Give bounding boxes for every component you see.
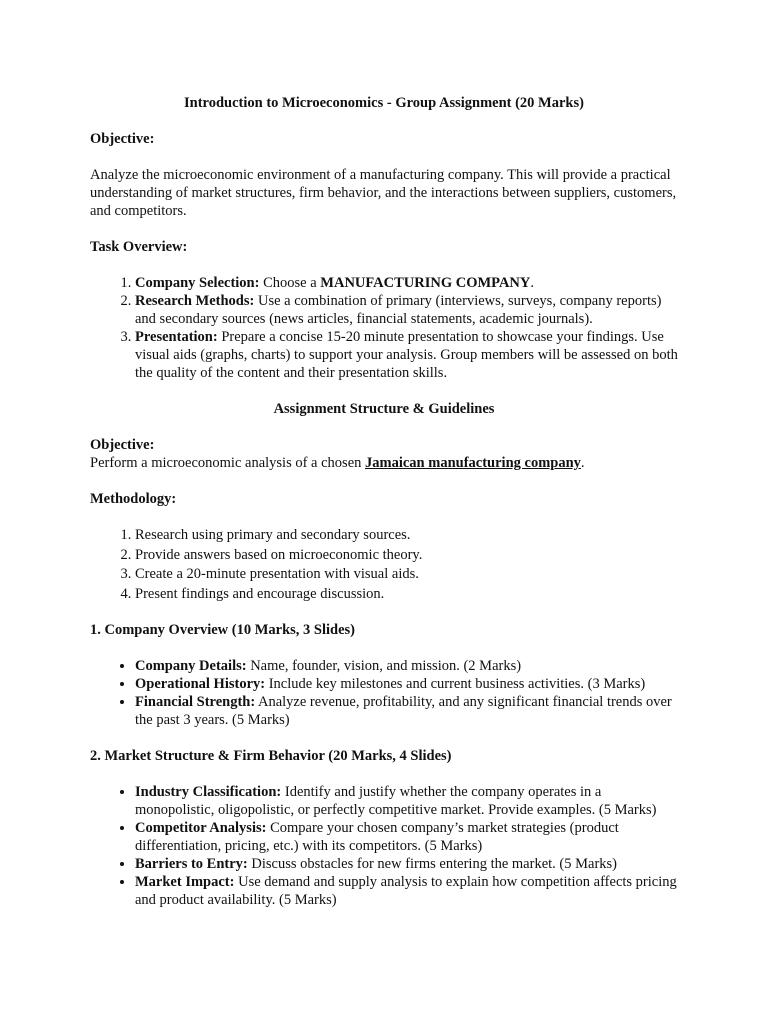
methodology-heading: Methodology: [90,491,177,507]
objective2-text-end: . [580,455,585,471]
item-label: Barriers to Entry: [135,855,248,872]
section1-heading: 1. Company Overview (10 Marks, 3 Slides) [90,621,356,638]
section2-item-industry-classification [135,783,678,819]
item-text: Use demand and supply analysis to explain how competition affects pricing and product availability. (5 Marks) [135,873,677,908]
item-text: Compare your chosen company’s market strategies (product differentiation, pricing, etc.) with its competitors. (5 Marks) [135,819,619,854]
task-text-end: . [530,275,534,291]
task-label: Presentation: [135,329,218,345]
document-title: Introduction to Microeconomics - Group Assignment (20 Marks) [184,95,584,111]
item-label: Competitor Analysis: [135,819,267,836]
section2-item-barriers-to-entry [135,855,678,873]
task-item-research-methods [135,292,678,328]
task-text: Prepare a concise 15-20 minute presentation to showcase your findings. Use visual aids (graphs, charts) to support your analysis. Group members will be assessed on both the quality of the content and their presentation skills. [135,329,678,381]
methodology-item: 4. Present findings and encourage discussion. [135,585,678,603]
item-text: Analyze revenue, profitability, and any significant financial trends over the past 3 years. (5 Marks) [135,693,672,728]
item-label: Market Impact: [135,873,235,890]
structure-heading: Assignment Structure & Guidelines [273,401,495,417]
task-label: Company Selection: [135,275,260,291]
item-label: Financial Strength: [135,693,256,710]
objective2-heading: Objective: [90,437,155,453]
task-text: Choose a [259,275,321,291]
task-text: Use a combination of primary (interviews, surveys, company reports) and secondary sources (news articles, financial statements, academic journals). [135,293,662,327]
methodology-item: 1. Research using primary and secondary sources. [135,526,678,544]
task-list [90,274,678,382]
item-text: Discuss obstacles for new firms entering the market. (5 Marks) [247,855,617,872]
objective-heading: Objective: [90,131,155,147]
objective-text: Analyze the microeconomic environment of a manufacturing company. This will provide a practical understanding of market structures, firm behavior, and the interactions between suppliers, customers, and competitors. [90,167,677,219]
objective2-text [90,454,678,472]
item-label: Industry Classification: [135,783,282,800]
section1-item-financial-strength [135,693,678,729]
task-emphasis: MANUFACTURING COMPANY [320,275,531,291]
item-text: Include key milestones and current business activities. (3 Marks) [265,675,646,692]
item-text: Name, founder, vision, and mission. (2 Marks) [246,657,522,674]
item-text: Identify and justify whether the company operates in a monopolistic, oligopolistic, or perfectly competitive market. Provide examples. (5 Marks) [135,783,657,818]
methodology-list [90,526,678,603]
section1-list [90,657,678,729]
item-label: Operational History: [135,675,266,692]
objective2-company-emphasis: Jamaican manufacturing company [365,455,581,471]
section2-heading: 2. Market Structure & Firm Behavior (20 Marks, 4 Slides) [90,747,452,764]
section2-item-market-impact [135,873,678,909]
task-overview-heading: Task Overview: [90,239,188,255]
section1-item-company-details [135,657,678,675]
methodology-item: 2. Provide answers based on microeconomic theory. [135,546,678,564]
task-label: Research Methods: [135,293,255,309]
section2-list [90,783,678,909]
objective2-text-start: Perform a microeconomic analysis of a chosen [90,455,366,471]
task-item-company-selection [135,274,678,292]
methodology-item: 3. Create a 20-minute presentation with visual aids. [135,565,678,583]
section1-item-operational-history [135,675,678,693]
item-label: Company Details: [135,657,247,674]
section2-item-competitor-analysis [135,819,678,855]
task-item-presentation [135,328,678,382]
